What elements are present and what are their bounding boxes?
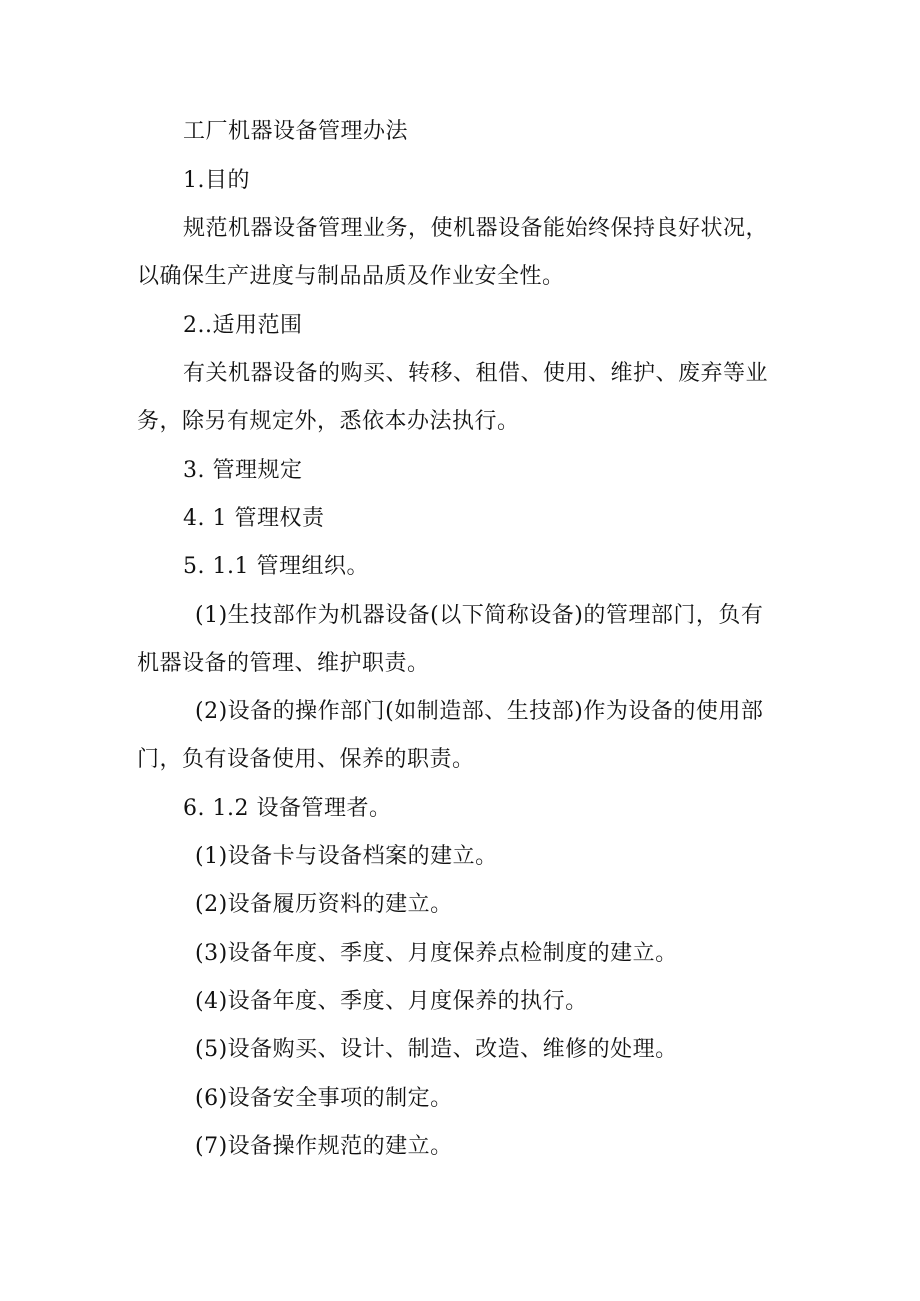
list-item-organization-2-line-1: (2)设备的操作部门(如制造部、生技部)作为设备的使用部 [195,699,764,724]
list-item-manager-duty: (4)设备年度、季度、月度保养的执行。 [195,989,588,1014]
section-heading-equipment-manager: 6. 1.2 设备管理者。 [183,796,392,821]
paragraph-scope-line-1: 有关机器设备的购买、转移、租借、使用、维护、废弃等业 [183,361,769,386]
section-heading-management-authority: 4. 1 管理权责 [183,506,325,531]
document-title: 工厂机器设备管理办法 [183,119,409,144]
section-heading-management-rules: 3. 管理规定 [183,458,303,483]
section-heading-management-organization: 5. 1.1 管理组织。 [183,554,369,579]
paragraph-scope-line-2: 务，除另有规定外，悉依本办法执行。 [137,409,520,434]
list-item-manager-duty: (5)设备购买、设计、制造、改造、维修的处理。 [195,1037,678,1062]
list-item-manager-duty: (2)设备履历资料的建立。 [195,892,453,917]
section-heading-scope: 2..适用范围 [183,313,303,338]
list-item-manager-duty: (1)设备卡与设备档案的建立。 [195,844,498,869]
list-item-manager-duty: (7)设备操作规范的建立。 [195,1134,453,1159]
paragraph-purpose-line-2: 以确保生产进度与制品品质及作业安全性。 [137,264,565,289]
list-item-manager-duty: (6)设备安全事项的制定。 [195,1086,453,1111]
paragraph-purpose-line-1: 规范机器设备管理业务，使机器设备能始终保持良好状况， [183,216,769,241]
list-item-organization-2-line-2: 门，负有设备使用、保养的职责。 [137,747,475,772]
list-item-organization-1-line-2: 机器设备的管理、维护职责。 [137,651,430,676]
section-heading-purpose: 1.目的 [183,168,250,193]
list-item-organization-1-line-1: (1)生技部作为机器设备(以下简称设备)的管理部门，负有 [195,603,764,628]
list-item-manager-duty: (3)设备年度、季度、月度保养点检制度的建立。 [195,941,678,966]
